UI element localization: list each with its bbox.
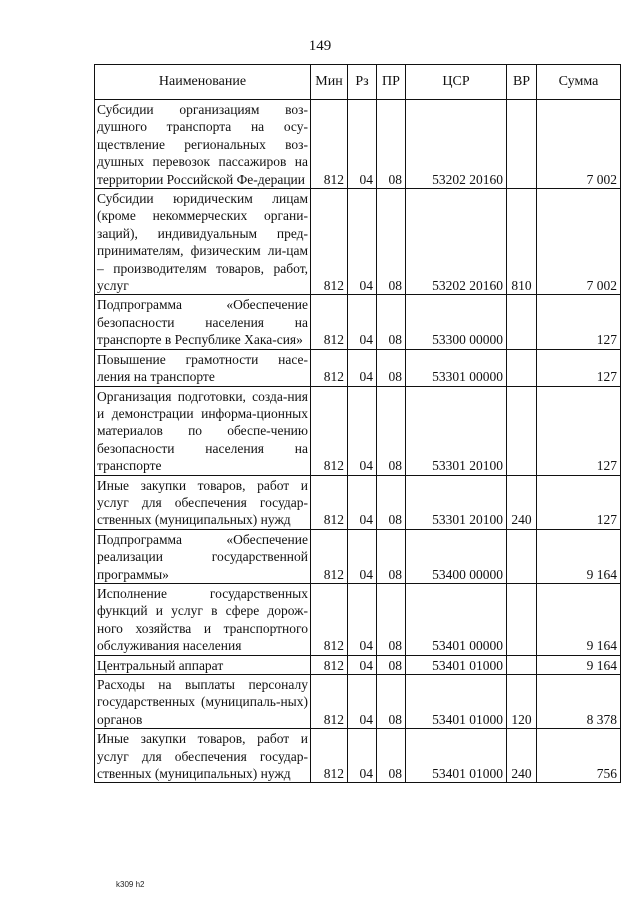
row-name: Центральный аппарат <box>95 655 311 674</box>
row-min: 812 <box>311 655 348 674</box>
header-sum: Сумма <box>537 65 621 100</box>
row-vr <box>507 529 537 583</box>
row-vr <box>507 100 537 189</box>
row-pr: 08 <box>377 675 406 729</box>
header-pr: ПР <box>377 65 406 100</box>
row-csr: 53301 20100 <box>406 475 507 529</box>
row-pr: 08 <box>377 475 406 529</box>
table-row <box>95 675 621 729</box>
row-sum: 8 378 <box>537 675 621 729</box>
table-row <box>95 655 621 674</box>
row-sum: 127 <box>537 475 621 529</box>
row-csr: 53401 01000 <box>406 675 507 729</box>
row-min: 812 <box>311 583 348 655</box>
row-name: Подпрограмма «Обеспечение реализации государственной программы» <box>95 529 311 583</box>
row-pr: 08 <box>377 729 406 783</box>
row-csr: 53300 00000 <box>406 295 507 349</box>
row-name: Субсидии юридическим лицам (кроме некоммерческих органи-заций), индивидуальным пред-принимателям, физическим ли-цам – производителям товаров, работ, услуг <box>95 189 311 295</box>
row-csr: 53401 01000 <box>406 655 507 674</box>
row-min: 812 <box>311 529 348 583</box>
table-row <box>95 475 621 529</box>
row-sum: 756 <box>537 729 621 783</box>
row-sum: 7 002 <box>537 189 621 295</box>
row-csr: 53301 00000 <box>406 349 507 386</box>
row-rz: 04 <box>348 529 377 583</box>
row-min: 812 <box>311 189 348 295</box>
row-rz: 04 <box>348 655 377 674</box>
row-vr <box>507 583 537 655</box>
row-csr: 53401 01000 <box>406 729 507 783</box>
row-pr: 08 <box>377 655 406 674</box>
row-csr: 53401 00000 <box>406 583 507 655</box>
footer-code: k309 h2 <box>116 880 145 889</box>
row-pr: 08 <box>377 189 406 295</box>
row-min: 812 <box>311 100 348 189</box>
row-vr: 240 <box>507 475 537 529</box>
table-row <box>95 729 621 783</box>
row-name: Расходы на выплаты персоналу государственных (муниципаль-ных) органов <box>95 675 311 729</box>
table-row <box>95 189 621 295</box>
row-rz: 04 <box>348 189 377 295</box>
row-sum: 9 164 <box>537 529 621 583</box>
row-vr <box>507 655 537 674</box>
header-csr: ЦСР <box>406 65 507 100</box>
table-row <box>95 386 621 475</box>
header-rz: Рз <box>348 65 377 100</box>
row-name: Иные закупки товаров, работ и услуг для обеспечения государ-ственных (муниципальных) нужд <box>95 475 311 529</box>
row-csr: 53400 00000 <box>406 529 507 583</box>
row-pr: 08 <box>377 386 406 475</box>
row-rz: 04 <box>348 295 377 349</box>
header-name: Наименование <box>95 65 311 100</box>
table-row <box>95 100 621 189</box>
row-min: 812 <box>311 295 348 349</box>
budget-table <box>94 64 621 783</box>
row-csr: 53202 20160 <box>406 100 507 189</box>
row-vr: 810 <box>507 189 537 295</box>
header-vr: ВР <box>507 65 537 100</box>
row-vr <box>507 295 537 349</box>
row-sum: 127 <box>537 386 621 475</box>
row-min: 812 <box>311 729 348 783</box>
row-name: Повышение грамотности насе-ления на транспорте <box>95 349 311 386</box>
page-number: 149 <box>308 38 332 54</box>
row-sum: 9 164 <box>537 583 621 655</box>
row-rz: 04 <box>348 675 377 729</box>
row-rz: 04 <box>348 475 377 529</box>
row-rz: 04 <box>348 729 377 783</box>
row-pr: 08 <box>377 583 406 655</box>
row-pr: 08 <box>377 349 406 386</box>
row-rz: 04 <box>348 386 377 475</box>
row-pr: 08 <box>377 100 406 189</box>
row-csr: 53202 20160 <box>406 189 507 295</box>
row-csr: 53301 20100 <box>406 386 507 475</box>
row-vr <box>507 349 537 386</box>
table-row <box>95 529 621 583</box>
table-header-row <box>95 65 621 100</box>
table-row <box>95 583 621 655</box>
row-sum: 7 002 <box>537 100 621 189</box>
row-name: Исполнение государственных функций и услуг в сфере дорож-ного хозяйства и транспортного обслуживания населения <box>95 583 311 655</box>
row-rz: 04 <box>348 583 377 655</box>
row-name: Подпрограмма «Обеспечение безопасности населения на транспорте в Республике Хака-сия» <box>95 295 311 349</box>
row-vr: 120 <box>507 675 537 729</box>
row-vr: 240 <box>507 729 537 783</box>
row-vr <box>507 386 537 475</box>
row-pr: 08 <box>377 295 406 349</box>
row-rz: 04 <box>348 100 377 189</box>
row-sum: 127 <box>537 295 621 349</box>
row-min: 812 <box>311 349 348 386</box>
row-min: 812 <box>311 386 348 475</box>
row-name: Субсидии организациям воз-душного транспорта на осу-ществление региональных воз-душных перевозок пассажиров на территории Российской Фе-дерации <box>95 100 311 189</box>
row-rz: 04 <box>348 349 377 386</box>
table-row <box>95 349 621 386</box>
row-min: 812 <box>311 675 348 729</box>
row-name: Иные закупки товаров, работ и услуг для обеспечения государ-ственных (муниципальных) нужд <box>95 729 311 783</box>
table-row <box>95 295 621 349</box>
row-min: 812 <box>311 475 348 529</box>
row-sum: 127 <box>537 349 621 386</box>
row-sum: 9 164 <box>537 655 621 674</box>
header-min: Мин <box>311 65 348 100</box>
row-name: Организация подготовки, созда-ния и демонстрации информа-ционных материалов по обеспе-чению безопасности населения на транспорте <box>95 386 311 475</box>
row-pr: 08 <box>377 529 406 583</box>
